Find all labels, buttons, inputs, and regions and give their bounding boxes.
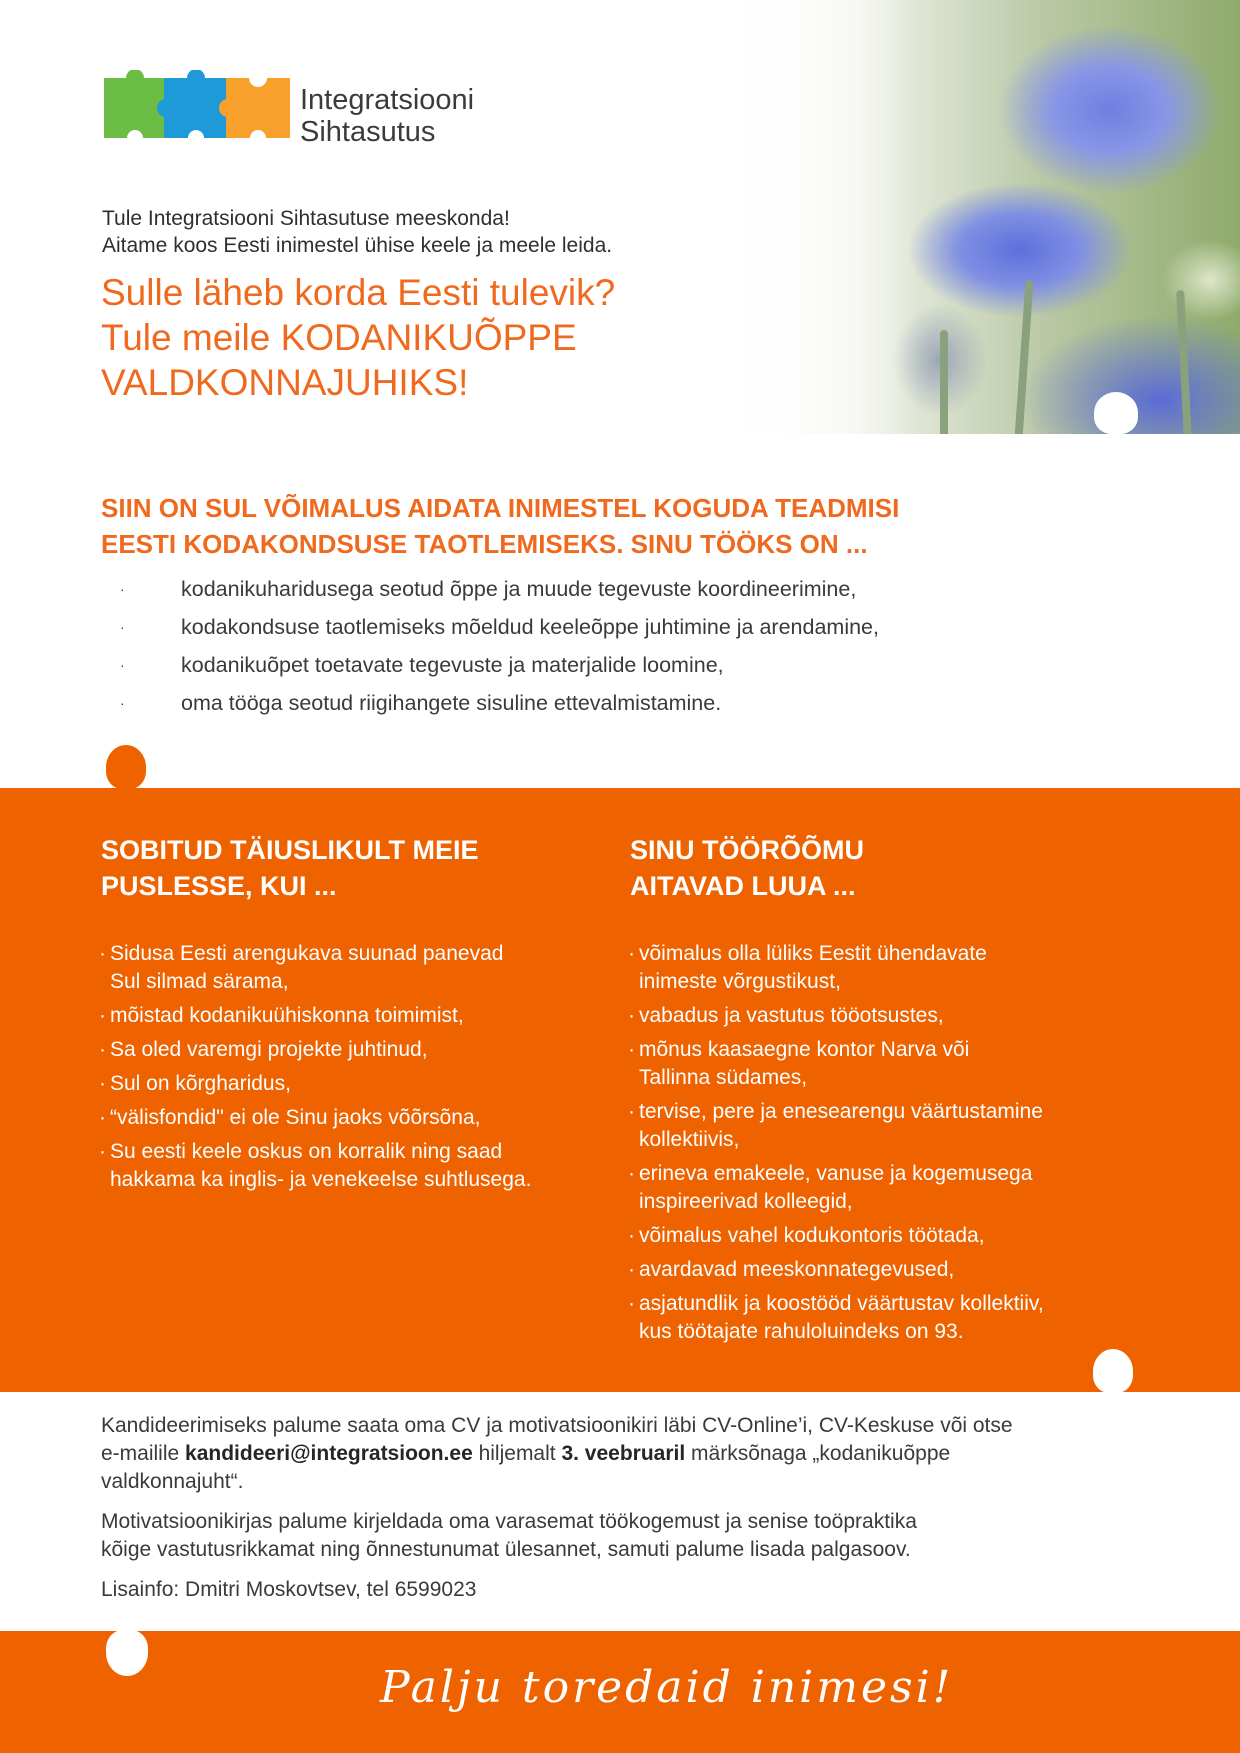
fit-list [99,940,609,1200]
list-item-text: mõnus kaasaegne kontor Narva või Tallinna südames, [639,1038,970,1089]
list-item: · avardavad meeskonnategevused, [628,1256,1148,1284]
list-item-text: Sa oled varemgi projekte juhtinud, [110,1038,428,1061]
list-item: · Sidusa Eesti arengukava suunad panevad Sul silmad särama, [99,940,609,996]
list-item: · tervise, pere ja enesearengu väärtustamine kollektiivis, [628,1098,1148,1154]
list-item: · Sa oled varemgi projekte juhtinud, [99,1036,609,1064]
apply-text: märksõnaga „kodanikuõppe valdkonnajuht“. [101,1442,951,1493]
deadline-text: 3. veebruaril [561,1442,686,1465]
logo-line-2: Sihtasutus [300,116,436,148]
list-item-text: Sul on kõrgharidus, [110,1072,291,1095]
list-item-text: avardavad meeskonnategevused, [639,1258,955,1281]
puzzle-knob [106,745,146,789]
puzzle-knob [106,1630,148,1676]
headline-line-3: VALDKONNAJUHIKS! [101,362,469,403]
headline [101,270,741,405]
hero-cornflower-image [690,0,1240,434]
list-item [120,646,879,684]
fit-title-line-2: PUSLESSE, KUI ... [101,871,337,901]
list-item-text: Su eesti keele oskus on korralik ning saad hakkama ka inglis- ja venekeelse suhtlusega. [110,1140,532,1191]
bullet-icon: · [120,695,125,711]
list-item-text: erineva emakeele, vanuse ja kogemusega inspireerivad kolleegid, [639,1162,1033,1213]
apply-text: Kandideerimiseks palume saata oma CV ja motivatsioonikiri läbi CV-Online’i, CV-Keskuse või otse e-mailile [101,1414,1013,1465]
intro-line-2: Aitame koos Eesti inimestel ühise keele ja meele leida. [102,234,613,257]
list-item [120,608,879,646]
handwritten-signature: Palju toredaid inimesi! [380,1662,954,1713]
list-item: · võimalus olla lüliks Eestit ühendavate inimeste võrgustikust, [628,940,1148,996]
logo-wordmark [300,84,474,148]
benefits-list [628,940,1148,1352]
list-item: · mõnus kaasaegne kontor Narva või Tallinna südames, [628,1036,1148,1092]
duty-text: kodanikuharidusega seotud õppe ja muude tegevuste koordineerimine, [181,576,857,601]
fit-title [101,832,479,904]
list-item-text: Sidusa Eesti arengukava suunad panevad Sul silmad särama, [110,942,504,993]
fit-title-line-1: SOBITUD TÄIUSLIKULT MEIE [101,835,479,865]
list-item: · Su eesti keele oskus on korralik ning saad hakkama ka inglis- ja venekeelse suhtlusega. [99,1138,609,1194]
puzzle-knob [1094,392,1138,434]
list-item-text: võimalus vahel kodukontoris töötada, [639,1224,985,1247]
contact-info: Lisainfo: Dmitri Moskovtsev, tel 6599023 [101,1578,477,1601]
list-item: · võimalus vahel kodukontoris töötada, [628,1222,1148,1250]
email-link[interactable]: kandideeri@integratsioon.ee [185,1442,473,1465]
intro-line-1: Tule Integratsiooni Sihtasutuse meeskonda! [102,207,510,230]
list-item-text: vabadus ja vastutus tööotsustes, [639,1004,944,1027]
duty-text: oma tööga seotud riigihangete sisuline ettevalmistamine. [181,690,722,715]
duties-title-line-2: EESTI KODAKONDSUSE TAOTLEMISEKS. SINU TÖÖKS ON ... [101,529,868,559]
list-item-text: asjatundlik ja koostööd väärtustav kollektiiv, kus töötajate rahuloluindeks on 93. [639,1292,1044,1343]
application-paragraph [101,1412,1141,1496]
duties-title [101,490,1151,562]
apply-text: hiljemalt [472,1442,562,1465]
application-info [101,1412,1141,1616]
list-item [120,570,879,608]
list-item: · “välisfondid" ei ole Sinu jaoks võõrsõna, [99,1104,609,1132]
benefits-title [630,832,864,904]
benefits-title-line-1: SINU TÖÖRÕÕMU [630,835,864,865]
list-item: · asjatundlik ja koostööd väärtustav kollektiiv, kus töötajate rahuloluindeks on 93. [628,1290,1148,1346]
list-item: · vabadus ja vastutus tööotsustes, [628,1002,1148,1030]
duty-text: kodanikuõpet toetavate tegevuste ja materjalide loomine, [181,652,724,677]
list-item: · erineva emakeele, vanuse ja kogemusega inspireerivad kolleegid, [628,1160,1148,1216]
puzzle-logo-icon [104,70,290,146]
list-item [120,684,879,722]
list-item: · mõistad kodanikuühiskonna toimimist, [99,1002,609,1030]
list-item-text: tervise, pere ja enesearengu väärtustamine kollektiivis, [639,1100,1043,1151]
benefits-title-line-2: AITAVAD LUUA ... [630,871,856,901]
bullet-icon: · [120,619,125,635]
list-item-text: “välisfondid" ei ole Sinu jaoks võõrsõna, [110,1106,481,1129]
headline-line-1: Sulle läheb korda Eesti tulevik? [101,272,616,313]
list-item-text: võimalus olla lüliks Eestit ühendavate inimeste võrgustikust, [639,942,987,993]
list-item-text: mõistad kodanikuühiskonna toimimist, [110,1004,464,1027]
bullet-icon: · [120,657,125,673]
bullet-icon: · [120,581,125,597]
duty-text: kodakondsuse taotlemiseks mõeldud keeleõppe juhtimine ja arendamine, [181,614,879,639]
duties-title-line-1: SIIN ON SUL VÕIMALUS AIDATA INIMESTEL KOGUDA TEADMISI [101,493,900,523]
puzzle-knob [1093,1349,1133,1393]
intro-text [102,205,612,259]
duties-list [120,570,879,722]
logo-line-1: Integratsiooni [300,84,475,116]
motivation-paragraph: Motivatsioonikirjas palume kirjeldada oma varasemat töökogemust ja senise toöpraktika kõige vastutusrikkamat ning õnnestunumat ülesannet, samuti palume lisada palgasoov. [101,1510,917,1561]
headline-line-2: Tule meile KODANIKUÕPPE [101,317,577,358]
list-item: · Sul on kõrgharidus, [99,1070,609,1098]
